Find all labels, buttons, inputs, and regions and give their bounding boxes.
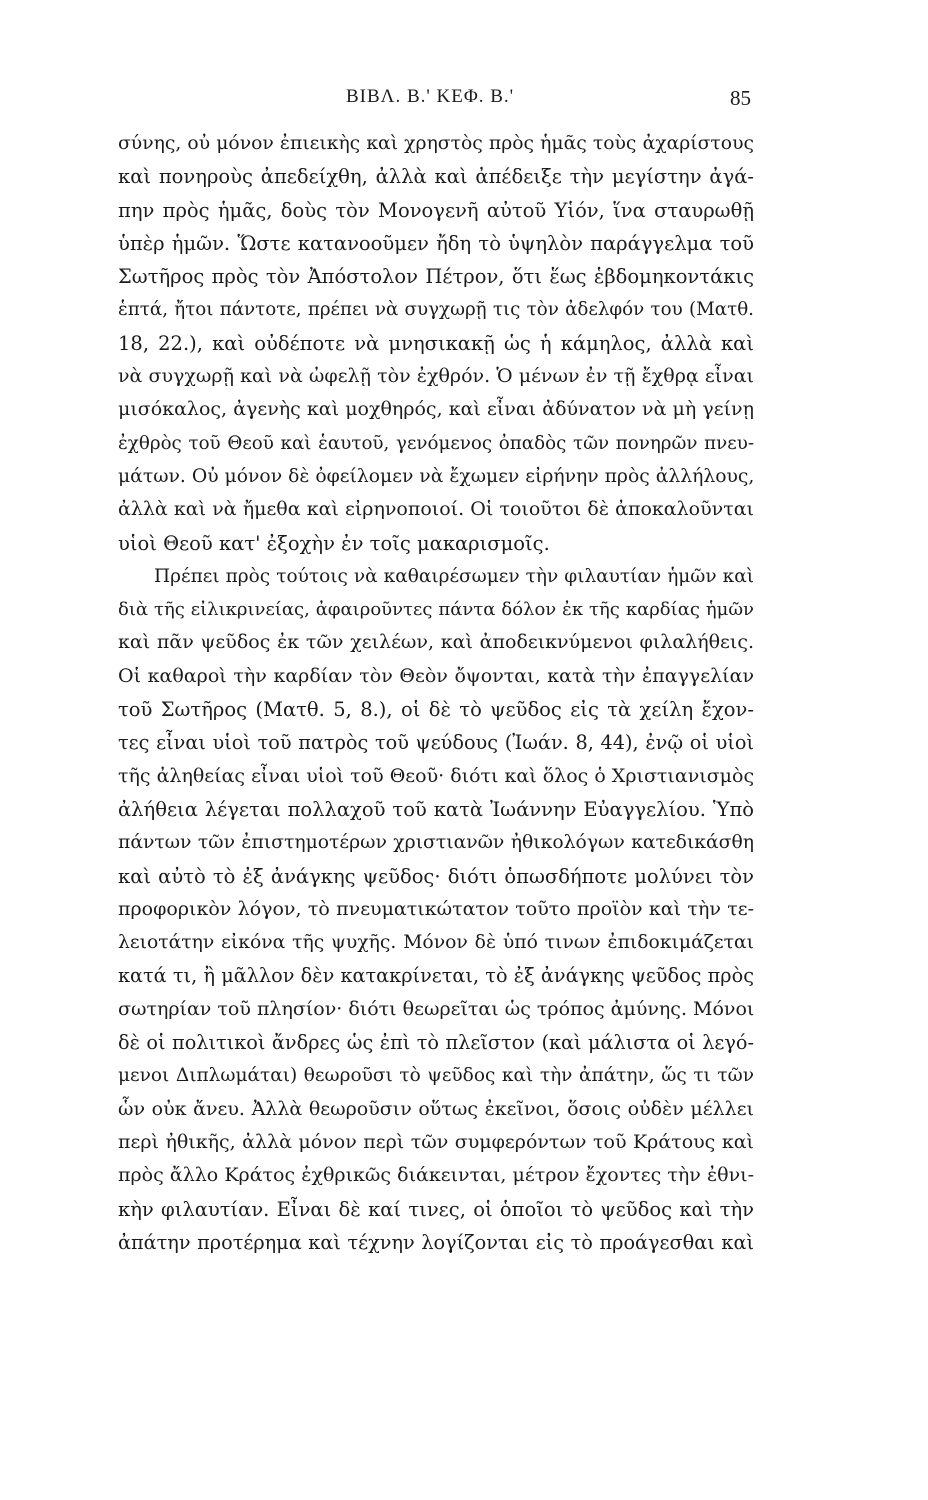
text-line: τες εἶναι υἱοὶ τοῦ πατρὸς τοῦ ψεύδους (Ἰωάν. 8, 44), ἐνῷ οἱ υἱοὶ: [118, 731, 754, 755]
text-line: ἀλλὰ καὶ νὰ ἤμεθα καὶ εἰρηνοποιοί. Οἱ τοιοῦτοι δὲ ἀποκαλοῦνται: [118, 498, 754, 521]
text-line: μάτων. Οὐ μόνον δὲ ὀφείλομεν νὰ ἔχωμεν εἰρήνην πρὸς ἀλλήλους,: [118, 465, 755, 487]
page-number: 85: [730, 86, 751, 110]
text-line: μενοι Διπλωμάται) θεωροῦσι τὸ ψεῦδος καὶ τὴν ἀπάτην, ὥς τι τῶν: [118, 1065, 754, 1087]
text-line: πην πρὸς ἡμᾶς, δοὺς τὸν Μονογενῆ αὐτοῦ Υἱόν, ἵνα σταυρωθῇ: [118, 198, 754, 222]
text-line: Οἱ καθαροὶ τὴν καρδίαν τὸν Θεὸν ὄψονται, κατὰ τὴν ἐπαγγελίαν: [118, 664, 754, 687]
text-line: κατά τι, ἢ μᾶλλον δὲν κατακρίνεται, τὸ ἐξ ἀνάγκης ψεῦδος πρὸς: [118, 964, 754, 988]
text-line: ἀλήθεια λέγεται πολλαχοῦ τοῦ κατὰ Ἰωάννην Εὐαγγελίου. Ὑπὸ: [118, 797, 754, 821]
running-head: ΒΙΒΛ. Β.' ΚΕΦ. Β.': [346, 86, 515, 107]
text-line: σωτηρίαν τοῦ πλησίον· διότι θεωρεῖται ὡς τρόπος ἀμύνης. Μόνοι: [118, 997, 755, 1020]
paragraph-first-line: Πρέπει πρὸς τούτοις νὰ καθαιρέσωμεν τὴν φιλαυτίαν ἡμῶν καὶ: [154, 565, 754, 587]
text-line: ἀπάτην προτέρημα καὶ τέχνην λογίζονται εἰς τὸ προάγεσθαι καὶ: [118, 1230, 754, 1254]
text-line: πάντων τῶν ἐπιστημοτέρων χριστιανῶν ἠθικολόγων κατεδικάσθη: [118, 832, 754, 854]
text-line: ὧν οὐκ ἄνευ. Ἀλλὰ θεωροῦσιν οὕτως ἐκεῖνοι, ὅσοις οὐδὲν μέλλει: [118, 1097, 754, 1120]
text-line: καὶ αὐτὸ τὸ ἐξ ἀνάγκης ψεῦδος· διότι ὁπωσδήποτε μολύνει τὸν: [118, 864, 754, 888]
text-line: πρὸς ἄλλο Κράτος ἐχθρικῶς διάκεινται, μέτρον ἔχοντες τὴν ἐθνι-: [118, 1164, 754, 1187]
text-line: λειοτάτην εἰκόνα τῆς ψυχῆς. Μόνον δὲ ὑπό τινων ἐπιδοκιμάζεται: [118, 932, 754, 954]
text-line: ἑπτά, ἤτοι πάντοτε, πρέπει νὰ συγχωρῇ τις τὸν ἀδελφόν του (Ματθ.: [118, 299, 754, 321]
text-line: περὶ ἠθικῆς, ἀλλὰ μόνον περὶ τῶν συμφερόντων τοῦ Κράτους καὶ: [118, 1130, 754, 1153]
text-line: μισόκαλος, ἀγενὴς καὶ μοχθηρός, καὶ εἶναι ἀδύνατον νὰ μὴ γείνῃ: [118, 398, 754, 421]
text-line: τοῦ Σωτῆρος (Ματθ. 5, 8.), οἱ δὲ τὸ ψεῦδος εἰς τὰ χείλη ἔχον-: [118, 698, 754, 722]
text-line: τῆς ἀληθείας εἶναι υἱοὶ τοῦ Θεοῦ· διότι καὶ ὅλος ὁ Χριστιανισμὸς: [118, 764, 755, 787]
text-line: Σωτῆρος πρὸς τὸν Ἀπόστολον Πέτρον, ὅτι ἕως ἑβδομηκοντάκις: [118, 265, 754, 289]
body-text: [118, 127, 754, 1259]
text-line: διὰ τῆς εἰλικρινείας, ἀφαιροῦντες πάντα δόλον ἐκ τῆς καρδίας ἡμῶν: [118, 599, 754, 621]
text-line: δὲ οἱ πολιτικοὶ ἄνδρες ὡς ἐπὶ τὸ πλεῖστον (καὶ μάλιστα οἱ λεγό-: [118, 1031, 754, 1055]
text-line: ἐχθρὸς τοῦ Θεοῦ καὶ ἑαυτοῦ, γενόμενος ὀπαδὸς τῶν πονηρῶν πνευ-: [118, 432, 754, 454]
text-line: σύνης, οὐ μόνον ἐπιεικὴς καὶ χρηστὸς πρὸς ἡμᾶς τοὺς ἀχαρίστους: [118, 133, 754, 154]
text-line: προφορικὸν λόγον, τὸ πνευματικώτατον τοῦτο προϊὸν καὶ τὴν τε-: [118, 897, 754, 920]
text-line: 18, 22.), καὶ οὐδέποτε νὰ μνησικακῇ ὡς ἡ κάμηλος, ἀλλὰ καὶ: [118, 331, 754, 355]
text-line: νὰ συγχωρῇ καὶ νὰ ὠφελῇ τὸν ἐχθρόν. Ὁ μένων ἐν τῇ ἔχθρᾳ εἶναι: [118, 365, 754, 388]
text-line: ὑπὲρ ἡμῶν. Ὥστε κατανοοῦμεν ἤδη τὸ ὑψηλὸν παράγγελμα τοῦ: [118, 231, 754, 255]
page-header: [0, 86, 928, 116]
text-line: υἱοὶ Θεοῦ κατ' ἐξοχὴν ἐν τοῖς μακαρισμοῖς.: [118, 531, 550, 555]
text-line: καὶ πονηροὺς ἀπεδείχθη, ἀλλὰ καὶ ἀπέδειξε τὴν μεγίστην ἀγά-: [118, 165, 754, 189]
text-line: καὶ πᾶν ψεῦδος ἐκ τῶν χειλέων, καὶ ἀποδεικνύμενοι φιλαλήθεις.: [118, 631, 754, 654]
text-line: κὴν φιλαυτίαν. Εἶναι δὲ καί τινες, οἱ ὁποῖοι τὸ ψεῦδος καὶ τὴν: [118, 1197, 754, 1221]
